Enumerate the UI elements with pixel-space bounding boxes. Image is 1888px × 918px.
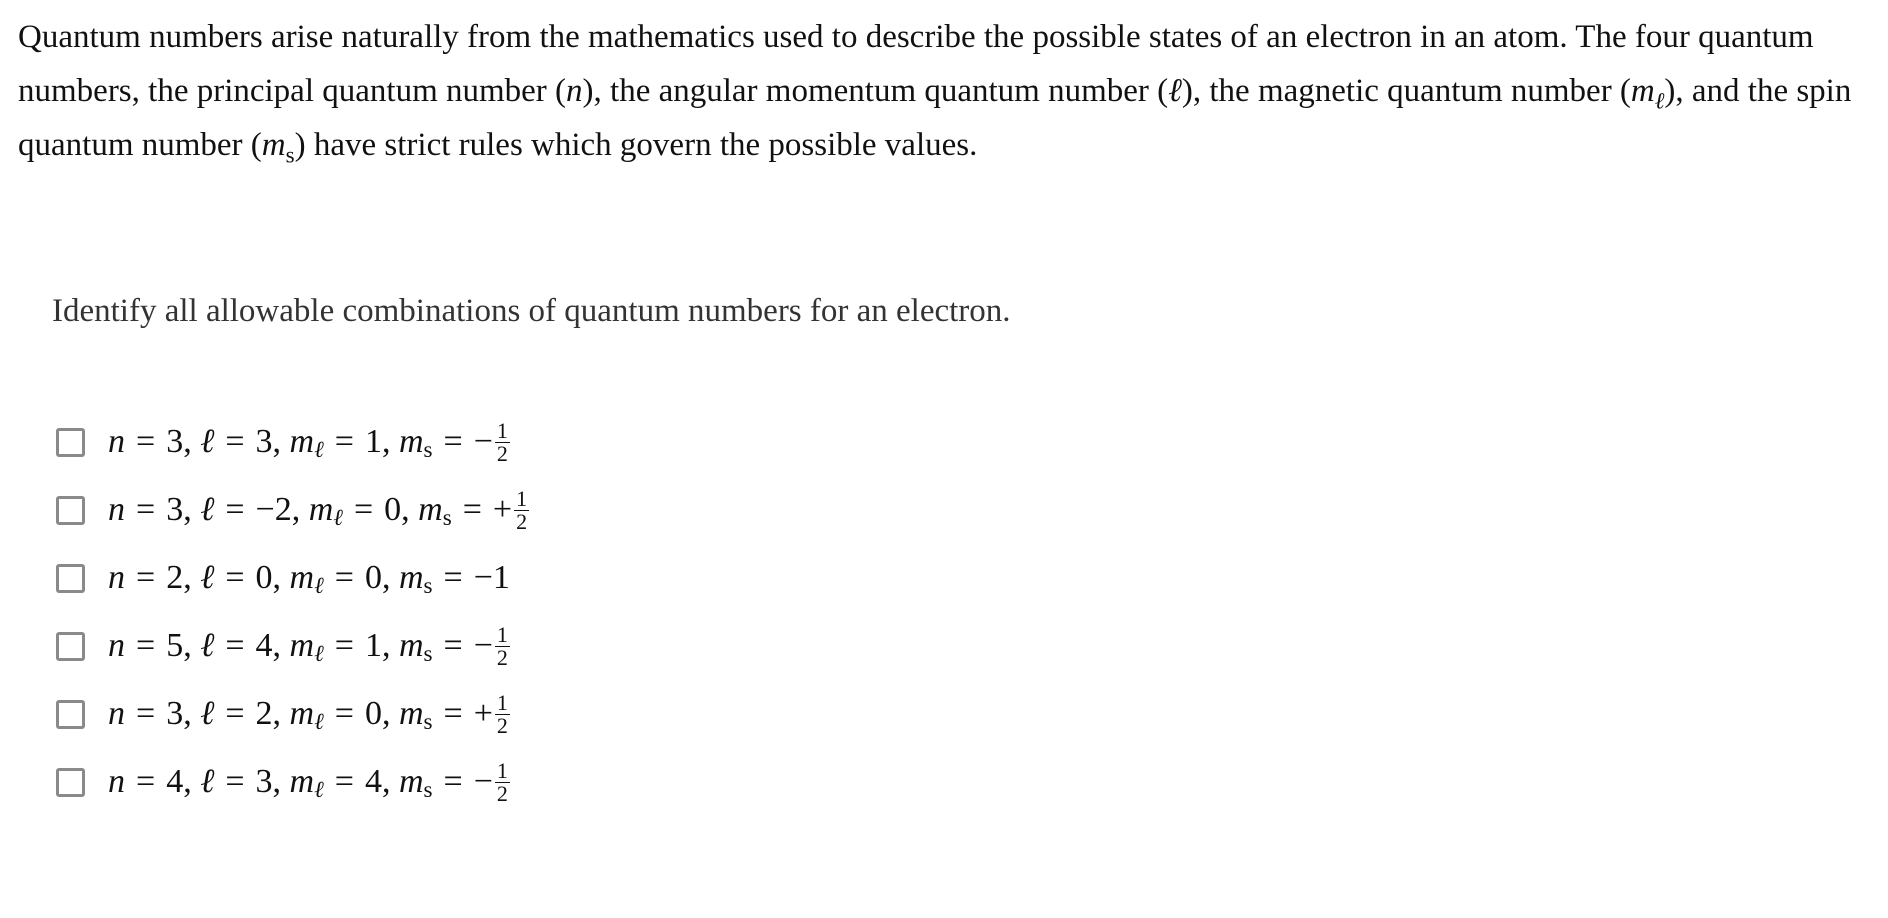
comma: , bbox=[272, 423, 282, 460]
equals-sign: = bbox=[136, 763, 156, 800]
comma: , bbox=[272, 763, 282, 800]
equals-sign: = bbox=[225, 695, 245, 732]
equals-sign: = bbox=[443, 627, 463, 664]
equals-sign: = bbox=[334, 559, 354, 596]
option-checkbox[interactable] bbox=[56, 700, 85, 729]
option-checkbox[interactable] bbox=[56, 496, 85, 525]
option-row[interactable] bbox=[56, 408, 529, 476]
ml-value: 1 bbox=[364, 423, 382, 460]
equals-sign: = bbox=[136, 423, 156, 460]
ml-symbol: m bbox=[289, 627, 315, 664]
fraction-denominator: 2 bbox=[496, 712, 508, 738]
intro-text: Quantum numbers arise naturally from the mathematics used to describe the possible states of an electron in an atom. The four quantum numbers, the principal quantum number ( bbox=[18, 19, 1814, 109]
comma: , bbox=[183, 491, 192, 528]
comma: , bbox=[272, 627, 282, 664]
ml-value: 0 bbox=[364, 559, 382, 596]
ms-symbol: m bbox=[398, 559, 424, 596]
ml-symbol: m bbox=[289, 559, 315, 596]
l-value: 4 bbox=[255, 627, 273, 664]
n-value: 3 bbox=[166, 695, 184, 732]
magnetic-subscript: ℓ bbox=[1654, 87, 1665, 114]
ms-symbol: m bbox=[398, 423, 424, 460]
ml-subscript: ℓ bbox=[314, 640, 324, 667]
equals-sign: = bbox=[136, 559, 156, 596]
ms-sign: + bbox=[473, 695, 493, 732]
equals-sign: = bbox=[443, 423, 463, 460]
comma: , bbox=[183, 559, 192, 596]
comma: , bbox=[381, 763, 391, 800]
equals-sign: = bbox=[443, 763, 463, 800]
ms-sign: + bbox=[492, 491, 513, 528]
option-formula bbox=[108, 757, 510, 806]
ms-symbol: m bbox=[398, 695, 424, 732]
ms-symbol: m bbox=[418, 491, 443, 528]
option-checkbox[interactable] bbox=[56, 428, 85, 457]
ms-subscript: s bbox=[423, 572, 433, 599]
ml-value: 0 bbox=[364, 695, 382, 732]
question-prompt: Identify all allowable combinations of quantum numbers for an electron. bbox=[52, 293, 1011, 329]
n-value: 4 bbox=[166, 763, 184, 800]
ms-subscript: s bbox=[423, 708, 433, 735]
ml-symbol: m bbox=[308, 491, 334, 528]
fraction-denominator: 2 bbox=[496, 780, 508, 806]
n-symbol: n bbox=[108, 695, 125, 732]
ms-sign: − bbox=[473, 627, 493, 664]
ml-value: 4 bbox=[364, 763, 382, 800]
equals-sign: = bbox=[136, 491, 156, 528]
equals-sign: = bbox=[225, 491, 245, 528]
ml-value: 1 bbox=[364, 627, 382, 664]
intro-paragraph bbox=[18, 10, 1878, 172]
intro-text: ) have strict rules which govern the possible values. bbox=[294, 127, 978, 163]
equals-sign: = bbox=[225, 763, 245, 800]
intro-text: ), the angular momentum quantum number ( bbox=[582, 73, 1169, 109]
ml-symbol: m bbox=[289, 695, 315, 732]
ms-sign: − bbox=[473, 423, 493, 460]
option-checkbox[interactable] bbox=[56, 632, 85, 661]
equals-sign: = bbox=[334, 423, 354, 460]
option-formula bbox=[108, 559, 510, 597]
option-checkbox[interactable] bbox=[56, 768, 85, 797]
n-value: 3 bbox=[166, 491, 184, 528]
comma: , bbox=[183, 627, 192, 664]
ms-fraction bbox=[495, 621, 510, 670]
fraction-numerator: 1 bbox=[496, 621, 508, 647]
fraction-denominator: 2 bbox=[496, 440, 508, 466]
comma: , bbox=[381, 695, 391, 732]
fraction-numerator: 1 bbox=[496, 757, 508, 783]
fraction-denominator: 2 bbox=[516, 508, 528, 534]
comma: , bbox=[291, 491, 301, 528]
magnetic-symbol: m bbox=[1630, 73, 1655, 109]
option-row[interactable] bbox=[56, 748, 529, 816]
spin-subscript: s bbox=[285, 141, 295, 168]
ml-subscript: ℓ bbox=[314, 708, 324, 735]
comma: , bbox=[183, 763, 192, 800]
l-symbol: ℓ bbox=[200, 627, 215, 664]
comma: , bbox=[183, 695, 192, 732]
l-symbol: ℓ bbox=[200, 423, 215, 460]
comma: , bbox=[272, 695, 282, 732]
option-checkbox[interactable] bbox=[56, 564, 85, 593]
ms-subscript: s bbox=[423, 776, 433, 803]
answer-options bbox=[56, 408, 529, 816]
equals-sign: = bbox=[136, 695, 156, 732]
n-value: 5 bbox=[166, 627, 184, 664]
equals-sign: = bbox=[334, 763, 354, 800]
intro-text: ), and the spin quantum number ( bbox=[18, 73, 1852, 163]
l-value: 3 bbox=[255, 423, 273, 460]
ms-sign: − bbox=[473, 763, 493, 800]
equals-sign: = bbox=[334, 627, 354, 664]
l-value: 2 bbox=[255, 695, 273, 732]
n-value: 2 bbox=[166, 559, 184, 596]
ml-subscript: ℓ bbox=[314, 436, 324, 463]
n-symbol: n bbox=[108, 627, 125, 664]
equals-sign: = bbox=[334, 695, 354, 732]
n-symbol: n bbox=[108, 559, 125, 596]
option-row[interactable] bbox=[56, 680, 529, 748]
equals-sign: = bbox=[353, 491, 374, 528]
equals-sign: = bbox=[225, 559, 245, 596]
l-symbol: ℓ bbox=[200, 695, 215, 732]
n-symbol: n bbox=[108, 763, 125, 800]
ms-integer: −1 bbox=[473, 559, 510, 596]
equals-sign: = bbox=[136, 627, 156, 664]
option-row[interactable] bbox=[56, 476, 529, 544]
equals-sign: = bbox=[225, 423, 245, 460]
equals-sign: = bbox=[462, 491, 482, 528]
option-formula bbox=[108, 417, 510, 466]
fraction-numerator: 1 bbox=[496, 417, 508, 443]
l-symbol: ℓ bbox=[200, 559, 215, 596]
ms-fraction bbox=[495, 417, 510, 466]
ml-value: 0 bbox=[384, 491, 402, 528]
angular-symbol: ℓ bbox=[1168, 73, 1182, 109]
comma: , bbox=[401, 491, 410, 528]
equals-sign: = bbox=[443, 559, 463, 596]
ml-subscript: ℓ bbox=[333, 504, 343, 531]
intro-text: ), the magnetic quantum number ( bbox=[1181, 73, 1631, 109]
fraction-numerator: 1 bbox=[496, 689, 508, 715]
n-value: 3 bbox=[166, 423, 184, 460]
l-value: −2 bbox=[255, 491, 292, 528]
ml-symbol: m bbox=[289, 763, 315, 800]
ms-fraction bbox=[514, 485, 529, 534]
n-symbol: n bbox=[108, 423, 125, 460]
comma: , bbox=[183, 423, 192, 460]
comma: , bbox=[272, 559, 282, 596]
spin-symbol: m bbox=[261, 127, 286, 163]
equals-sign: = bbox=[225, 627, 245, 664]
l-symbol: ℓ bbox=[200, 491, 215, 528]
principal-symbol: n bbox=[566, 73, 583, 109]
equals-sign: = bbox=[443, 695, 463, 732]
comma: , bbox=[381, 559, 391, 596]
option-row[interactable] bbox=[56, 544, 529, 612]
ms-fraction bbox=[495, 757, 510, 806]
ml-subscript: ℓ bbox=[314, 776, 324, 803]
l-symbol: ℓ bbox=[200, 763, 215, 800]
fraction-numerator: 1 bbox=[516, 485, 528, 511]
comma: , bbox=[381, 423, 391, 460]
ml-subscript: ℓ bbox=[314, 572, 324, 599]
option-formula bbox=[108, 621, 510, 670]
option-formula bbox=[108, 689, 510, 738]
ms-subscript: s bbox=[423, 640, 433, 667]
ml-symbol: m bbox=[289, 423, 315, 460]
ms-subscript: s bbox=[423, 436, 433, 463]
l-value: 0 bbox=[255, 559, 273, 596]
ms-symbol: m bbox=[398, 763, 424, 800]
n-symbol: n bbox=[108, 491, 125, 528]
ms-fraction bbox=[495, 689, 510, 738]
l-value: 3 bbox=[255, 763, 273, 800]
fraction-denominator: 2 bbox=[496, 644, 508, 670]
ms-subscript: s bbox=[442, 504, 452, 531]
ms-symbol: m bbox=[398, 627, 424, 664]
option-formula bbox=[108, 485, 529, 534]
option-row[interactable] bbox=[56, 612, 529, 680]
comma: , bbox=[381, 627, 391, 664]
